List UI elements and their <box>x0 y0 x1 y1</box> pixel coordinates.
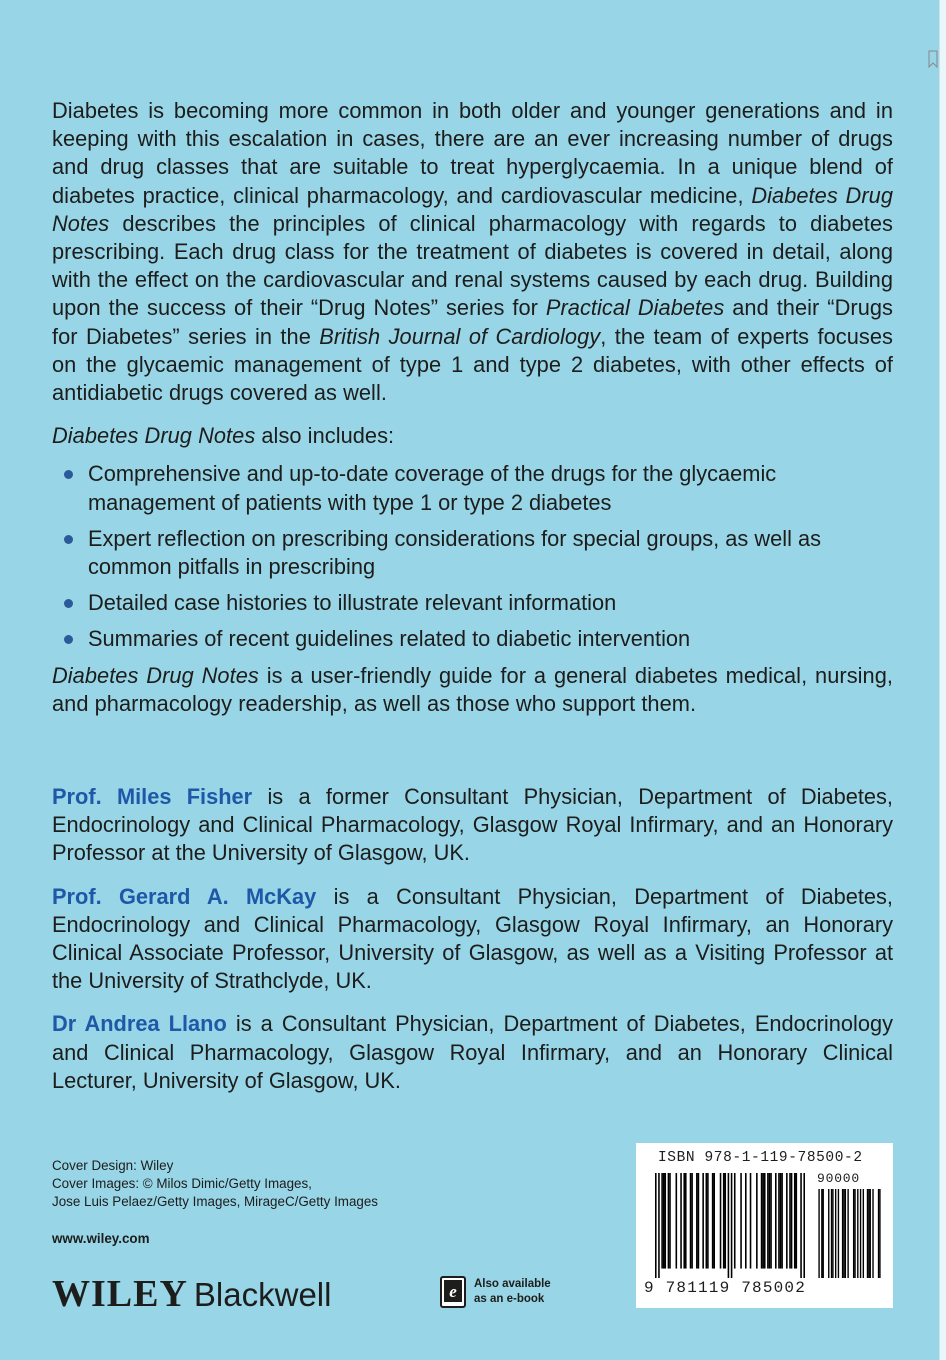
italic-title: British Journal of Cardiology <box>319 323 601 349</box>
bullet-icon <box>64 535 73 544</box>
feature-list <box>52 460 893 653</box>
book-title: Diabetes Drug Notes <box>52 662 259 688</box>
barcode-bar <box>706 1173 708 1269</box>
author-name: Prof. Gerard A. McKay <box>52 883 317 909</box>
barcode-bar <box>713 1173 715 1269</box>
barcode-bar <box>767 1173 769 1269</box>
italic-title: Practical Diabetes <box>545 295 725 321</box>
barcode-bar <box>685 1173 687 1269</box>
addon-bar <box>860 1189 861 1278</box>
addon-bar <box>879 1189 880 1278</box>
addon-bar <box>831 1189 832 1278</box>
addon-bar <box>872 1189 873 1278</box>
bullet-icon <box>64 599 73 608</box>
addon-bar <box>828 1189 829 1278</box>
barcode-bar <box>803 1173 805 1278</box>
barcode-bar <box>762 1173 764 1269</box>
barcode-bar <box>702 1173 704 1269</box>
barcode-digits: 9 781119 785002 <box>644 1279 807 1297</box>
addon-bar <box>878 1189 879 1278</box>
addon-bar <box>867 1189 868 1278</box>
bookmark-icon <box>928 50 938 68</box>
barcode-bar <box>723 1173 725 1269</box>
bullet-icon <box>64 635 73 644</box>
addon-bar <box>832 1189 833 1278</box>
barcode-bar <box>707 1173 709 1269</box>
barcode-bar <box>800 1173 802 1278</box>
closing-paragraph: Diabetes Drug Notes is a user-friendly guide for a general diabetes medical, nursing, and pharmacology readership, as well as those who support them. <box>52 662 893 716</box>
barcode-bar <box>761 1173 763 1269</box>
barcode-bar <box>676 1173 678 1269</box>
barcode-bar <box>745 1173 747 1269</box>
addon-bar <box>847 1189 848 1278</box>
addon-bar <box>821 1189 822 1278</box>
barcode-bar <box>728 1173 730 1278</box>
isbn-label: ISBN 978-1-119-78500-2 <box>658 1150 863 1166</box>
barcode-bar <box>669 1173 671 1269</box>
addon-bar <box>854 1189 855 1278</box>
intro-paragraph: Diabetes is becoming more common in both older and younger generations and in keeping with this escalation in cases, there are an ever increasing number of drugs and drug classes that are suitable to treat hyperglycaemia. In a unique blend of diabetes practice, clinical pharmacology, and cardiovascular medicine, Diabetes Drug Notes describes the principles of clinical pharmacology with regards to diabetes prescribing. Each drug class for the treatment of diabetes is covered in detail, along with the effect on the cardiovascular and renal systems caused by each drug. Building upon the success of their “Drug Notes” series for Practical Diabetes and their “Drugs for Diabetes” series in the British Journal of Cardiology, the team of experts focuses on the glycaemic management of type 1 and type 2 diabetes, with other effects of antidiabetic drugs covered as well. <box>52 98 894 406</box>
barcode-bar <box>756 1173 758 1269</box>
price-code: 90000 <box>817 1171 861 1186</box>
barcode-bar <box>780 1173 782 1269</box>
author-bio: Dr Andrea Llano is a Consultant Physician, Department of Diabetes, Endocrinology and Clinical Pharmacology, Glasgow Royal Infirmary, and an Honorary Clinical Lecturer, University of Glasgow, UK. <box>52 1011 894 1093</box>
barcode-bar <box>786 1173 788 1269</box>
addon-bar <box>863 1189 864 1278</box>
isbn-barcode <box>636 1143 893 1308</box>
barcode-bar <box>740 1173 742 1269</box>
ebook-icon <box>440 1276 466 1308</box>
barcode-bar <box>781 1173 783 1269</box>
publisher-logo <box>52 1272 331 1316</box>
ean-barcode <box>655 1173 805 1278</box>
barcode-bar <box>696 1173 698 1269</box>
italic-title: Diabetes Drug Notes <box>52 182 894 236</box>
barcode-bar <box>658 1173 660 1278</box>
author-bios <box>52 783 893 1110</box>
website-link[interactable]: www.wiley.com <box>52 1231 150 1246</box>
addon-bar <box>842 1189 843 1278</box>
includes-heading: Diabetes Drug Notes also includes: <box>52 423 395 449</box>
addon-bar <box>823 1189 824 1278</box>
barcode-bar <box>691 1173 693 1269</box>
barcode-bar <box>724 1173 726 1269</box>
blurb <box>52 97 893 718</box>
barcode-bar <box>680 1173 682 1269</box>
barcode-bar <box>770 1173 772 1269</box>
barcode-bar <box>750 1173 752 1269</box>
spine-edge <box>939 0 946 1360</box>
barcode-bar <box>655 1173 657 1278</box>
barcode-bar <box>663 1173 665 1269</box>
addon-bar <box>845 1189 846 1278</box>
list-item: Comprehensive and up-to-date coverage of the drugs for the glycaemic management of patients with type 1 or type 2 diabetes <box>52 460 893 516</box>
barcode-bar <box>796 1173 798 1269</box>
addon-bar <box>853 1189 854 1278</box>
book-title: Diabetes Drug Notes <box>52 423 256 449</box>
barcode-bar <box>794 1173 796 1269</box>
author-name: Dr Andrea Llano <box>52 1011 227 1037</box>
barcode-bar <box>731 1173 733 1278</box>
addon-bar <box>818 1189 819 1278</box>
imprint-name: Blackwell <box>193 1276 332 1313</box>
barcode-bar <box>720 1173 722 1269</box>
barcode-bar <box>764 1173 766 1269</box>
addon-bar <box>868 1189 869 1278</box>
barcode-bar <box>683 1173 685 1269</box>
barcode-bar <box>791 1173 793 1269</box>
author-bio: Prof. Miles Fisher is a former Consultant Physician, Department of Diabetes, Endocrinology and Clinical Pharmacology, Glasgow Royal Infirmary, and an Honorary Professor at the University of Glasgow, UK. <box>52 784 893 866</box>
svg-text:e: e <box>449 1282 457 1301</box>
list-item: Expert reflection on prescribing considerations for special groups, as well as common pitfalls in prescribing <box>52 525 893 581</box>
wiley-wordmark: WILEY <box>52 1273 188 1315</box>
barcode-bar <box>734 1173 736 1269</box>
addon-bar <box>838 1189 839 1278</box>
author-name: Prof. Miles Fisher <box>52 784 253 809</box>
addon-bar <box>843 1189 844 1278</box>
barcode-bar <box>789 1173 791 1269</box>
addon-bar <box>835 1189 836 1278</box>
barcode-bar <box>769 1173 771 1269</box>
barcode-bar <box>698 1173 700 1269</box>
barcode-bar <box>690 1173 692 1269</box>
bullet-icon <box>64 470 73 479</box>
addon-barcode <box>817 1189 882 1278</box>
barcode-bar <box>661 1173 663 1269</box>
addon-bar <box>870 1189 871 1278</box>
author-bio: Prof. Gerard A. McKay is a Consultant Physician, Department of Diabetes, Endocrinology and Clinical Pharmacology, Glasgow Royal Infirmary, an Honorary Clinical Associate Professor, University of Glasgow, as well as a Visiting Professor at the University of Strathclyde, UK. <box>52 883 893 994</box>
barcode-bar <box>775 1173 777 1269</box>
barcode-bar <box>712 1173 714 1269</box>
barcode-bar <box>668 1173 670 1269</box>
addon-bar <box>857 1189 858 1278</box>
list-item: Summaries of recent guidelines related to diabetic intervention <box>52 625 893 653</box>
barcode-bar <box>778 1173 780 1269</box>
barcode-bar <box>664 1173 666 1269</box>
list-item: Detailed case histories to illustrate relevant information <box>52 589 893 617</box>
cover-credits: Cover Design: Wiley Cover Images: © Milos Dimic/Getty Images, Jose Luis Pelaez/Getty Images, MirageC/Getty Images <box>52 1158 378 1209</box>
